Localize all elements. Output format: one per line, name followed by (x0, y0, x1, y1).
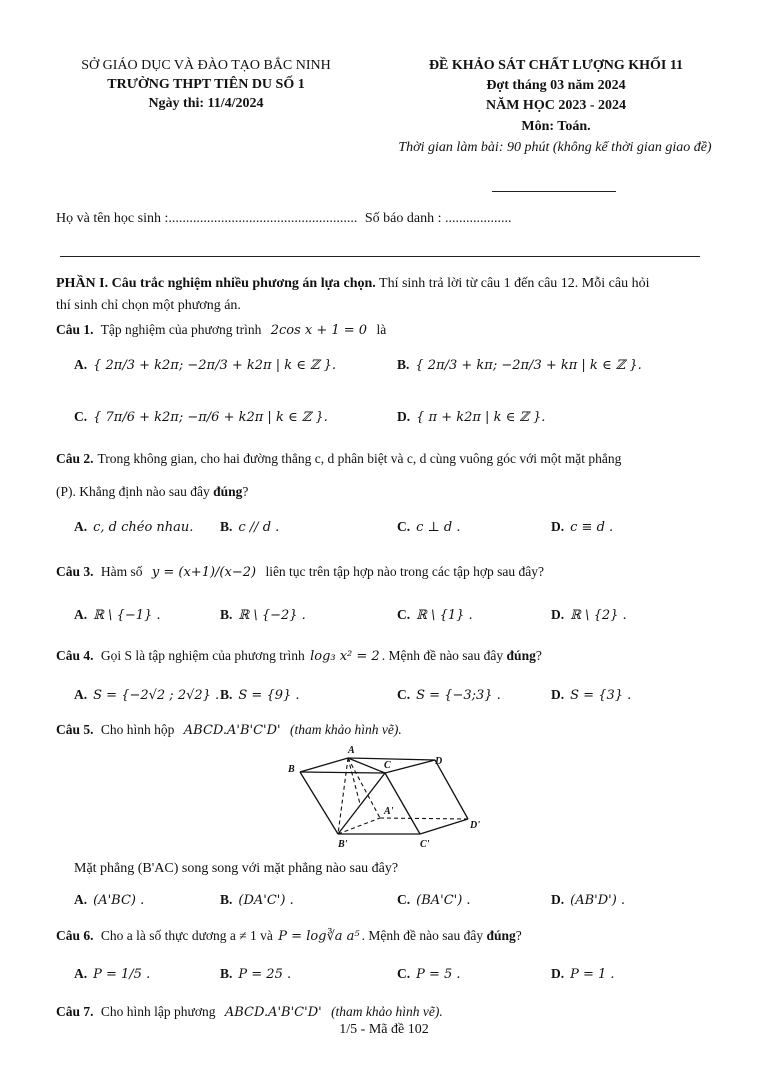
department-name: SỞ GIÁO DỤC VÀ ĐÀO TẠO BẮC NINH (81, 58, 331, 73)
question-text: Trong không gian, cho hai đường thẳng c, d phân biệt và c, d cùng vuông góc với một mặt phẳng (97, 451, 622, 466)
part1-instruction: Thí sinh trả lời từ câu 1 đến câu 12. Mỗi câu hỏi (375, 276, 650, 291)
question-3 (56, 564, 544, 580)
edge-cd-bottom (420, 819, 468, 834)
label-c: C (384, 760, 391, 771)
question-tail: (tham khảo hình vẽ). (289, 722, 402, 737)
exam-date: Ngày thi: 11/4/2024 (148, 96, 264, 111)
q6-option-b[interactable]: B. P = 25 . (220, 966, 292, 982)
q5-option-a[interactable]: A. (A'BC) . (74, 892, 145, 908)
header-divider (492, 191, 616, 192)
q1-option-c[interactable]: C. { 7π/6 + k2π; −π/6 + k2π | k ∈ ℤ }. (74, 409, 328, 425)
question-text: (P). Khẳng định nào sau đây (56, 484, 210, 499)
question-emphasis: đúng (506, 648, 536, 663)
q6-option-a[interactable]: A. P = 1/5 . (74, 966, 151, 982)
label-a: A (348, 745, 355, 756)
question-math: P = log∛a a⁵ (278, 929, 360, 944)
question-text: Cho a là số thực dương a ≠ 1 và (100, 928, 273, 943)
question-2-cont (56, 484, 248, 500)
question-4: Câu 4. Gọi S là tập nghiệm của phương trình log₃ x² = 2 . Mệnh đề nào sau đây đúng? (56, 648, 542, 664)
question-math: ABCD.A'B'C'D' (183, 723, 281, 738)
label-d-prime: D' (470, 820, 480, 831)
question-text: Cho hình hộp (100, 722, 175, 737)
parallelepiped-figure (280, 744, 490, 854)
edge-cc (385, 773, 420, 834)
question-text: Hàm số (100, 564, 143, 579)
q4-option-a[interactable]: A. S = {−2√2 ; 2√2} . (74, 687, 220, 703)
question-6: Câu 6. Cho a là số thực dương a ≠ 1 và P = log∛a a⁵ . Mệnh đề nào sau đây đúng? (56, 928, 522, 944)
question-7 (56, 1004, 443, 1020)
question-tail: . Mệnh đề nào sau đây (361, 928, 484, 943)
question-label: Câu 5. (56, 722, 94, 737)
question-text: Cho hình lập phương (100, 1004, 216, 1019)
label-a-prime: A' (384, 806, 394, 817)
q1-option-a[interactable]: A. { 2π/3 + k2π; −2π/3 + k2π | k ∈ ℤ }. (74, 357, 336, 373)
q4-option-c[interactable]: C. S = {−3;3} . (397, 687, 501, 703)
q2-option-c[interactable]: C. c ⊥ d . (397, 519, 461, 535)
q2-option-b[interactable]: B. c // d . (220, 519, 280, 535)
q1-option-b[interactable]: B. { 2π/3 + kπ; −2π/3 + kπ | k ∈ ℤ }. (397, 357, 642, 373)
question-math: ABCD.A'B'C'D' (224, 1005, 322, 1020)
question-text: Tập nghiệm của phương trình (100, 322, 262, 337)
time-allowed: Thời gian làm bài: 90 phút (không kể thời gian giao đề) (398, 140, 712, 155)
question-1 (56, 322, 386, 338)
student-id-label: Số báo danh : ................... (364, 211, 512, 226)
question-tail: liên tục trên tập hợp nào trong các tập hợp sau đây? (265, 564, 544, 579)
q3-option-c[interactable]: C. ℝ \ {1} . (397, 607, 473, 623)
question-tail: ? (242, 484, 249, 499)
q4-option-d[interactable]: D. S = {3} . (551, 687, 632, 703)
question-text: Gọi S là tập nghiệm của phương trình (100, 648, 305, 663)
label-c-prime: C' (420, 839, 430, 850)
subject: Môn: Toán. (521, 119, 591, 134)
q5-option-c[interactable]: C. (BA'C') . (397, 892, 471, 908)
student-name-label: Họ và tên học sinh :...................................................... (56, 211, 358, 226)
q6-option-c[interactable]: C. P = 5 . (397, 966, 461, 982)
edge-ad (348, 758, 435, 760)
school-name: TRƯỜNG THPT TIÊN DU SỐ 1 (107, 77, 305, 92)
diag-ac (348, 758, 385, 773)
q1-option-d[interactable]: D. { π + k2π | k ∈ ℤ }. (397, 409, 546, 425)
question-5-cont: Mặt phẳng (B'AC) song song với mặt phẳng nào sau đây? (74, 861, 399, 876)
q2-option-d[interactable]: D. c ≡ d . (551, 519, 614, 535)
q2-option-a[interactable]: A. c, d chéo nhau. (74, 519, 194, 535)
part1-heading (56, 276, 649, 292)
question-label: Câu 1. (56, 322, 94, 337)
question-label: Câu 6. (56, 928, 94, 943)
question-label: Câu 2. (56, 451, 94, 466)
q3-option-a[interactable]: A. ℝ \ {−1} . (74, 607, 161, 623)
q3-option-b[interactable]: B. ℝ \ {−2} . (220, 607, 306, 623)
edge-dd (435, 760, 468, 819)
hidden-edge-ad (380, 818, 468, 819)
hidden-edge-aa (348, 758, 380, 818)
question-math: y = (x+1)/(x−2) (151, 565, 257, 580)
edge-bb (300, 772, 338, 834)
question-tail: . Mệnh đề nào sau đây (381, 648, 504, 663)
label-d: D (435, 756, 443, 767)
info-divider (60, 256, 700, 257)
q3-option-d[interactable]: D. ℝ \ {2} . (551, 607, 627, 623)
q6-option-d[interactable]: D. P = 1 . (551, 966, 615, 982)
part1-instruction-cont: thí sinh chỉ chọn một phương án. (56, 298, 241, 313)
question-2 (56, 451, 621, 467)
question-tail: (tham khảo hình vẽ). (331, 1004, 443, 1019)
label-b-prime: B' (338, 839, 348, 850)
question-label: Câu 3. (56, 564, 94, 579)
student-name-field (56, 211, 511, 227)
question-label: Câu 7. (56, 1004, 94, 1019)
edge-cd (385, 760, 435, 773)
question-tail: là (376, 322, 387, 337)
school-year: NĂM HỌC 2023 - 2024 (486, 98, 626, 113)
label-b: B (288, 764, 295, 775)
question-emphasis: đúng (486, 928, 516, 943)
exam-round: Đợt tháng 03 năm 2024 (486, 78, 626, 93)
question-math: log₃ x² = 2 (310, 649, 380, 664)
question-label: Câu 4. (56, 648, 94, 663)
edge-bc (300, 772, 385, 773)
question-math: 2cos x + 1 = 0 (270, 323, 368, 338)
edge-ba (300, 758, 348, 772)
question-emphasis: đúng (213, 484, 243, 499)
q4-option-b[interactable]: B. S = {9} . (220, 687, 300, 703)
part1-title: PHẦN I. Câu trắc nghiệm nhiều phương án lựa chọn. (56, 276, 376, 291)
q5-option-b[interactable]: B. (DA'C') . (220, 892, 294, 908)
page-footer: 1/5 - Mã đề 102 (339, 1022, 429, 1037)
hidden-aux (348, 758, 360, 804)
exam-title: ĐỀ KHẢO SÁT CHẤT LƯỢNG KHỐI 11 (428, 58, 684, 73)
question-5 (56, 722, 402, 738)
q5-option-d[interactable]: D. (AB'D') . (551, 892, 626, 908)
